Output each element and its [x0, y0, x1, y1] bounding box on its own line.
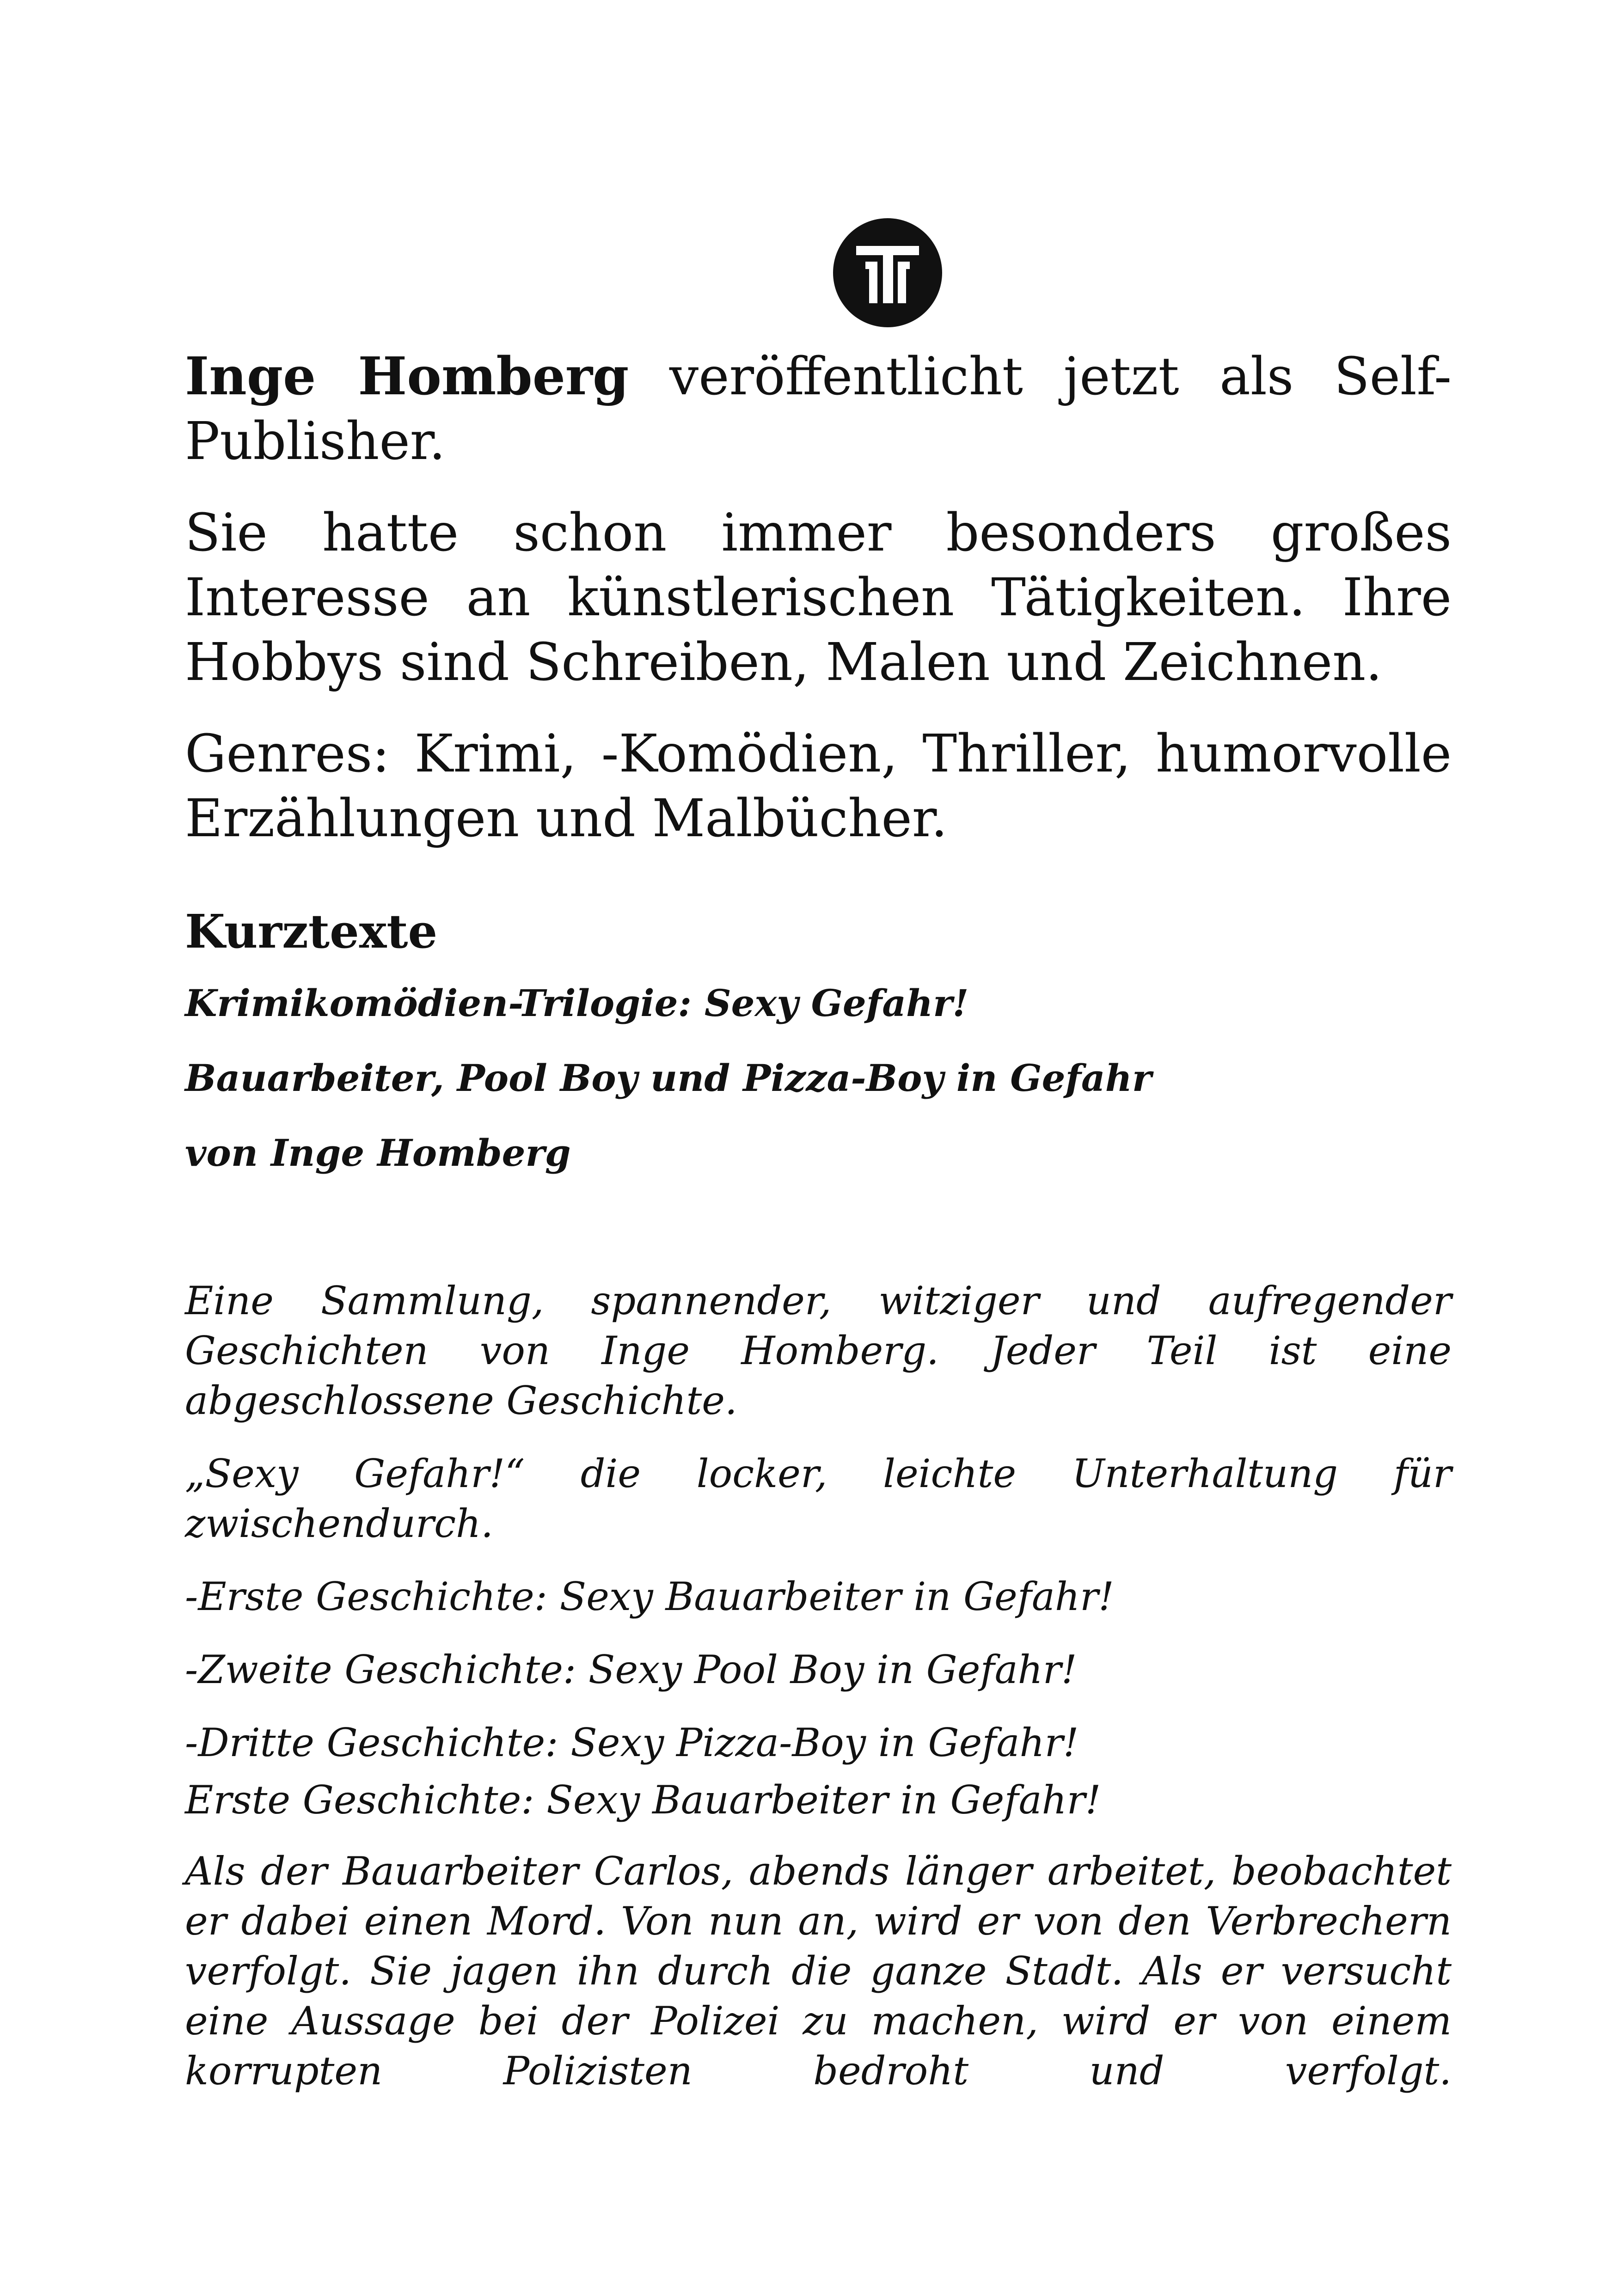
story-title: Erste Geschichte: Sexy Bauarbeiter in Gefahr! [185, 1777, 1101, 1823]
intro-paragraph-genres: Genres: Krimi, -Komödien, Thriller, humorvolle Erzählungen und Malbücher. [185, 724, 1452, 849]
collection-description [185, 1276, 1452, 1768]
intro-line-rest: veröffentlicht jetzt als Self-Publisher. [185, 347, 1452, 471]
trilogy-subtitle: Bauarbeiter, Pool Boy und Pizza-Boy in Gefahr [185, 1056, 1152, 1100]
subtitle-block [185, 980, 1452, 1205]
story-list-item: -Dritte Geschichte: Sexy Pizza-Boy in Gefahr! [185, 1720, 1079, 1765]
document-page [185, 0, 1452, 2296]
section-title: Kurztexte [185, 904, 438, 959]
description-tagline: „Sexy Gefahr!“ die locker, leichte Unterhaltung für zwischendurch. [185, 1451, 1452, 1546]
first-story [185, 1775, 1452, 2096]
intro-paragraph-hobbies: Sie hatte schon immer besonders großes Interesse an künstlerischen Tätigkeiten. Ihre Hobbys sind Schreiben, Malen und Zeichnen. [185, 503, 1452, 692]
author-name: Inge Homberg [185, 346, 629, 407]
author-intro [185, 344, 1452, 851]
intro-line [185, 344, 1452, 474]
publisher-logo-icon [832, 217, 943, 328]
trilogy-title: Krimikomödien-Trilogie: Sexy Gefahr! [185, 981, 969, 1025]
story-text: Als der Bauarbeiter Carlos, abends länger arbeitet, beobachtet er dabei einen Mord. Von nun an, wird er von den Verbrechern verfolgt. Sie jagen ihn durch die ganze Stadt. Als er versucht eine Aussage bei der Polizei zu machen, wird er von einem korrupten Polizisten bedroht und verfolgt. [185, 1849, 1452, 2094]
description-paragraph: Eine Sammlung, spannender, witziger und aufregender Geschichten von Inge Homberg. Jeder Teil ist eine abgeschlossene Geschichte. [185, 1278, 1452, 1423]
story-list-item: -Erste Geschichte: Sexy Bauarbeiter in Gefahr! [185, 1574, 1114, 1619]
byline: von Inge Homberg [185, 1131, 571, 1175]
story-list-item: -Zweite Geschichte: Sexy Pool Boy in Gefahr! [185, 1647, 1077, 1692]
